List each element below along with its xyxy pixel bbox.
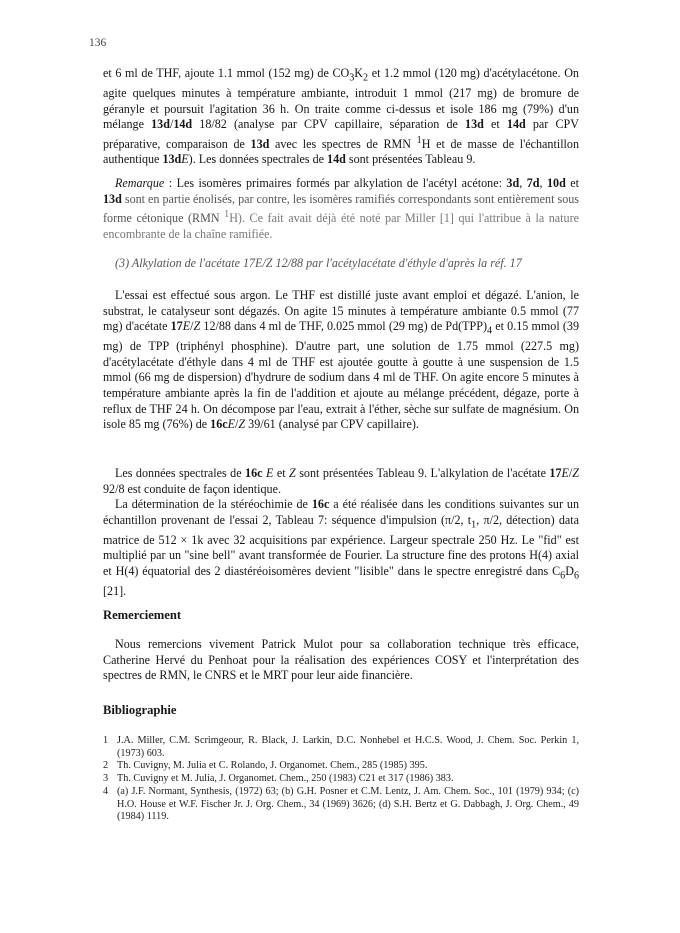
paragraph-procedure-end: et 6 ml de THF, ajoute 1.1 mmol (152 mg) de $CO_3K_2$ et 1.2 mmol (120 mg) d'acétylacétone. On agite quelques minutes à température ambiante, introduit 1 mmol (217 mg) de bromure de géranyle et poursuit l'agitation 36 h. On traite comme ci-dessus et isole 186 mg (79%) d'un mélange 13d/14d 18/82 (analyse par CPV capillaire, séparation de 13d et 14d par CPV préparative, comparaison de 13d avec les spectres de RMN $^1$H et de masse de l'échantillon authentique 13dE). Les données spectrales de 14d sont présentées Tableau 9. (103, 66, 580, 167)
paragraph-donnees: Les données spectrales de 16c E et Z sont présentées Tableau 9. L'alkylation de l'acétate 17E/Z 92/8 est conduite de façon identique. (103, 466, 579, 496)
heading-remerciement: Remerciement (103, 608, 182, 622)
paragraph-remarque: Remarque : Les isomères primaires formés par alkylation de l'acétyl acétone: 3d, 7d, 10d et 13d sont en partie énolisés, par contre, les isomères ramifiés correspondants sont entièrement sous forme cétonique (RMN $^1$H). Ce fait avait déjà été noté par Miller [1] qui l'attribue à la nature encombrante de la chaîne ramifiée. (103, 176, 579, 241)
reference-list (103, 735, 579, 824)
reference-item: 1 J.A. Miller, C.M. Scrimgeour, R. Black, J. Larkin, D.C. Nonhebel et H.C.S. Wood, J. Chem. Soc. Perkin 1, (1973) 603. (103, 735, 579, 759)
paragraph-remerciement: Nous remercions vivement Patrick Mulot pour sa collaboration technique très efficace, Catherine Hervé du Penhoat pour la réalisation des expériences COSY et l'interprétation des spectres de RMN, le CNRS et le MRT pour leur aide financière. (103, 637, 579, 683)
section-heading-alkylation: (3) Alkylation de l'acétate 17E/Z 12/88 par l'acétylacétate d'éthyle d'après la réf. 17 (115, 256, 522, 270)
reference-item: 3 Th. Cuvigny et M. Julia, J. Organomet. Chem., 250 (1983) C21 et 317 (1986) 383. (103, 773, 454, 785)
remarque-label: Remarque (115, 176, 165, 190)
paragraph-essai: L'essai est effectué sous argon. Le THF est distillé juste avant emploi et dégazé. L'anion, le substrat, le catalyseur sont dégazés. On agite 15 minutes à température ambiante 0.5 mmol (77 mg) d'acétate 17E/Z 12/88 dans 4 ml de THF, 0.025 mmol (29 mg) de $Pd(TPP)_4$ et 0.15 mmol (39 mg) de TPP (triphényl phosphine). D'autre part, une solution de 1.75 mmol (227.5 mg) d'acétylacétate d'éthyle dans 4 ml de THF est ajoutée goutte à goutte à une suspension de 1.5 mmol (66 mg de dispersion) d'hydrure de sodium dans 4 ml de THF. On agite encore 5 minutes à température ambiante après la fin de l'addition et ajoute au mélange précédent, dégaze, porte à reflux de THF 24 h. On décompose par l'eau, extrait à l'éther, sèche sur sulfate de magnésium. On isole 85 mg (76%) de 16cE/Z 39/61 (analysé par CPV capillaire). (103, 288, 579, 432)
heading-bibliographie: Bibliographie (103, 703, 177, 717)
reference-item: 4 (a) J.F. Normant, Synthesis, (1972) 63; (b) G.H. Posner et C.M. Lentz, J. Am. Chem. Soc., 101 (1979) 934; (c) H.O. House et W.F. Fischer Jr. J. Org. Chem., 34 (1969) 3626; (d) S.H. Bertz et G. Dabbagh, J. Org. Chem., 49 (1984) 1119. (103, 785, 579, 823)
paragraph-determination: La détermination de la stéréochimie de 16c a été réalisée dans les conditions suivantes sur un échantillon provenant de l'essai 2, Tableau 7: séquence d'impulsion (π/2, $t_1$, π/2, détection) data matrice de 512 × 1k avec 32 acquisitions par expérience. Largeur spectrale 250 Hz. Le "fid" est multiplié par un "sine bell" avant transformée de Fourier. La structure fine des protons H(4) axial et H(4) équatorial des 2 diastéréoisomères devient "lisible" dans le spectre enregistré dans $C_6D_6$ [21]. (103, 497, 580, 598)
reference-item: 2 Th. Cuvigny, M. Julia et C. Rolando, J. Organomet. Chem., 285 (1985) 395. (103, 760, 428, 772)
page-number: 136 (89, 37, 107, 49)
